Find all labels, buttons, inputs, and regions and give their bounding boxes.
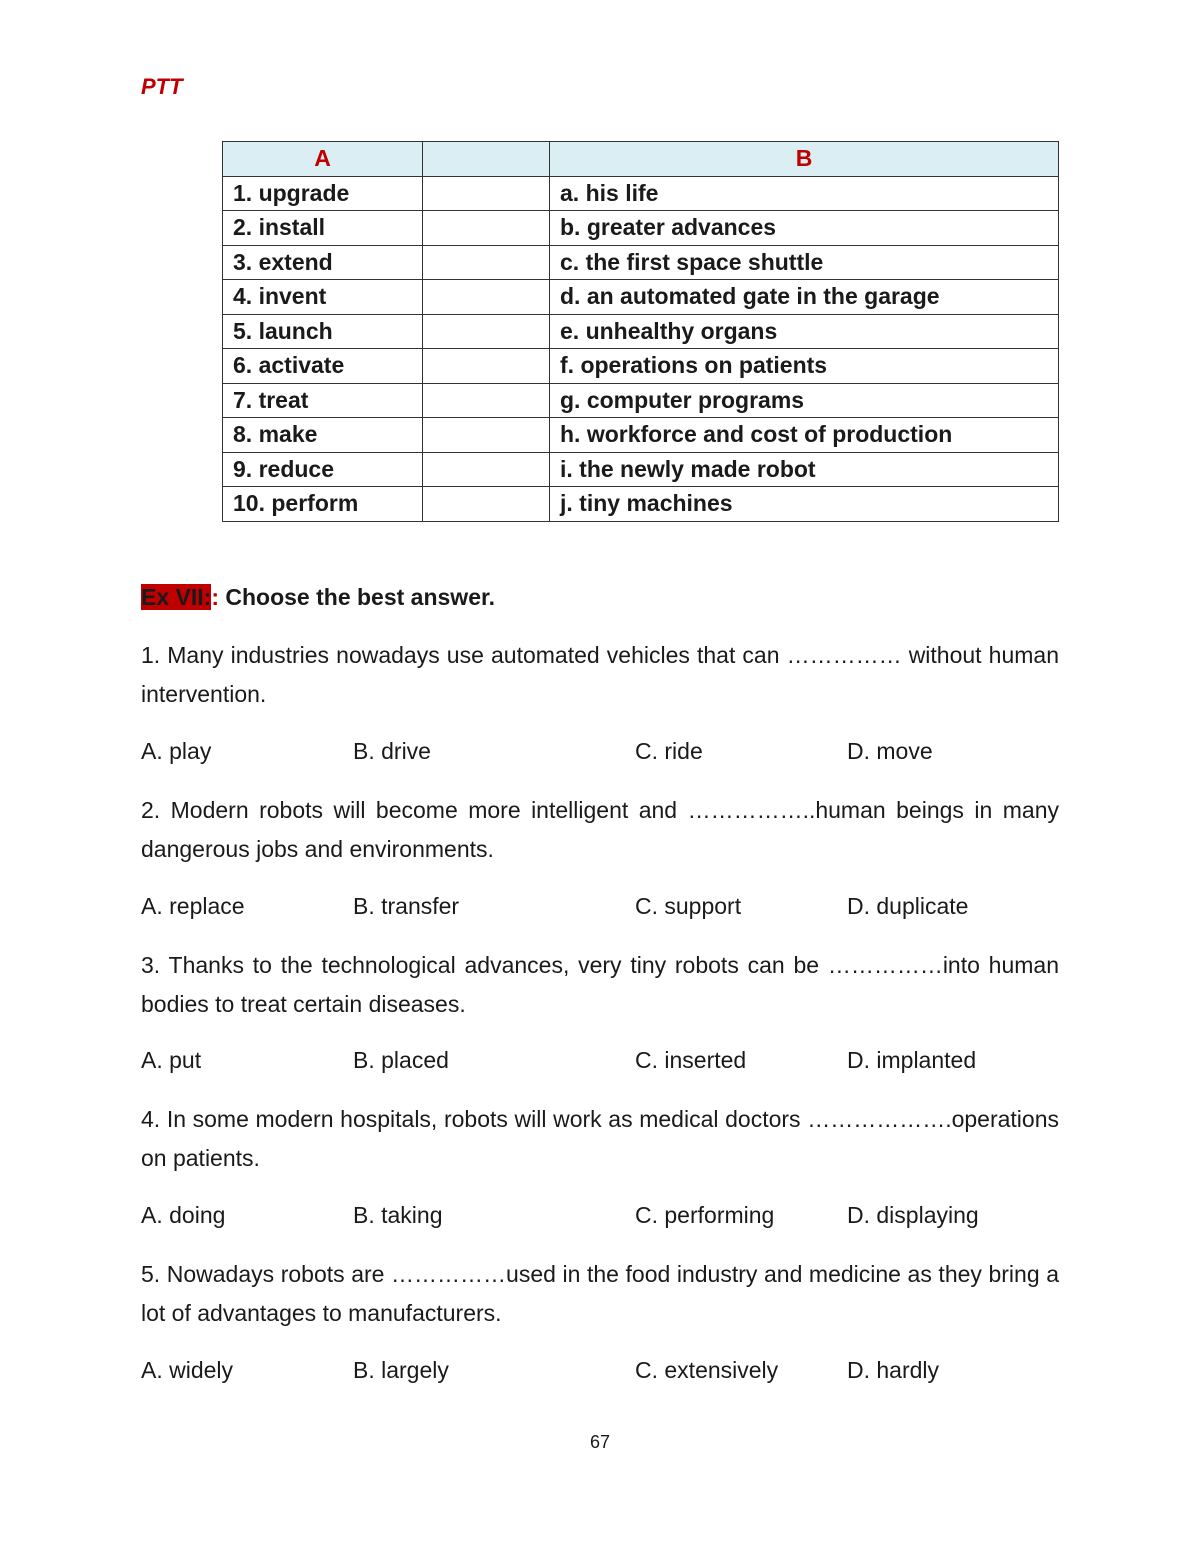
column-answer-header: [423, 142, 550, 177]
answer-cell[interactable]: [423, 349, 550, 384]
answer-cell[interactable]: [423, 383, 550, 418]
option-c[interactable]: C. inserted: [635, 1047, 747, 1073]
exercise-colon: :: [211, 584, 219, 610]
option-d[interactable]: D. hardly: [847, 1357, 940, 1383]
object-cell: g. computer programs: [550, 383, 1059, 418]
verb-cell: 8. make: [223, 418, 423, 453]
verb-cell: 1. upgrade: [223, 176, 423, 211]
object-cell: b. greater advances: [550, 211, 1059, 246]
answer-cell[interactable]: [423, 452, 550, 487]
table-row: [223, 349, 1059, 384]
answer-options: [141, 738, 1059, 768]
verb-cell: 2. install: [223, 211, 423, 246]
option-b[interactable]: B. largely: [353, 1357, 449, 1383]
table-row: [223, 280, 1059, 315]
answer-cell[interactable]: [423, 211, 550, 246]
option-d[interactable]: D. displaying: [847, 1202, 979, 1228]
object-cell: c. the first space shuttle: [550, 245, 1059, 280]
question-text: 5. Nowadays robots are ……………used in the food industry and medicine as they bring a lot of advantages to manufacturers.: [141, 1261, 1059, 1326]
answer-options: [141, 1357, 1059, 1387]
header-mark: PTT: [141, 74, 183, 99]
option-a[interactable]: A. widely: [141, 1357, 234, 1383]
option-a[interactable]: A. play: [141, 738, 212, 764]
object-cell: d. an automated gate in the garage: [550, 280, 1059, 315]
option-a[interactable]: A. replace: [141, 893, 245, 919]
option-a[interactable]: A. doing: [141, 1202, 226, 1228]
verb-cell: 10. perform: [223, 487, 423, 522]
table-row: [223, 176, 1059, 211]
option-d[interactable]: D. duplicate: [847, 893, 969, 919]
object-cell: h. workforce and cost of production: [550, 418, 1059, 453]
option-d[interactable]: D. implanted: [847, 1047, 977, 1073]
table-row: [223, 452, 1059, 487]
answer-cell[interactable]: [423, 314, 550, 349]
object-cell: f. operations on patients: [550, 349, 1059, 384]
verb-cell: 9. reduce: [223, 452, 423, 487]
table-row: [223, 383, 1059, 418]
question-text: 1. Many industries nowadays use automated vehicles that can …………… without human intervention.: [141, 642, 1059, 707]
verb-cell: 4. invent: [223, 280, 423, 315]
option-b[interactable]: B. taking: [353, 1202, 443, 1228]
table-row: [223, 245, 1059, 280]
option-c[interactable]: C. support: [635, 893, 742, 919]
option-a[interactable]: A. put: [141, 1047, 202, 1073]
exercise-title: Choose the best answer.: [218, 584, 496, 610]
answer-options: [141, 1202, 1059, 1232]
question-text: 4. In some modern hospitals, robots will work as medical doctors ……………….operations on patients.: [141, 1106, 1059, 1171]
column-a-header: A: [223, 142, 423, 177]
option-d[interactable]: D. move: [847, 738, 933, 764]
table-row: [223, 211, 1059, 246]
answer-cell[interactable]: [423, 176, 550, 211]
table-row: [223, 314, 1059, 349]
answer-cell[interactable]: [423, 245, 550, 280]
table-row: [223, 487, 1059, 522]
answer-cell[interactable]: [423, 418, 550, 453]
answer-cell[interactable]: [423, 487, 550, 522]
option-b[interactable]: B. drive: [353, 738, 431, 764]
verb-cell: 5. launch: [223, 314, 423, 349]
object-cell: e. unhealthy organs: [550, 314, 1059, 349]
table-row: [223, 418, 1059, 453]
object-cell: j. tiny machines: [550, 487, 1059, 522]
matching-table: [222, 141, 1059, 522]
verb-cell: 7. treat: [223, 383, 423, 418]
exercise-tag: Ex VII:: [141, 584, 212, 610]
question-text: 3. Thanks to the technological advances, very tiny robots can be ……………into human bodies to treat certain diseases.: [141, 952, 1059, 1017]
page-number: 67: [589, 1432, 611, 1452]
option-c[interactable]: C. ride: [635, 738, 703, 764]
option-c[interactable]: C. performing: [635, 1202, 775, 1228]
object-cell: i. the newly made robot: [550, 452, 1059, 487]
verb-cell: 6. activate: [223, 349, 423, 384]
answer-options: [141, 1047, 1059, 1077]
verb-cell: 3. extend: [223, 245, 423, 280]
table-header-row: [223, 142, 1059, 177]
question-text: 2. Modern robots will become more intelligent and ……………..human beings in many dangerous jobs and environments.: [141, 797, 1059, 862]
answer-cell[interactable]: [423, 280, 550, 315]
option-b[interactable]: B. transfer: [353, 893, 460, 919]
object-cell: a. his life: [550, 176, 1059, 211]
option-c[interactable]: C. extensively: [635, 1357, 779, 1383]
exercise-heading: [141, 584, 495, 611]
option-b[interactable]: B. placed: [353, 1047, 449, 1073]
answer-options: [141, 893, 1059, 923]
column-b-header: B: [550, 142, 1059, 177]
